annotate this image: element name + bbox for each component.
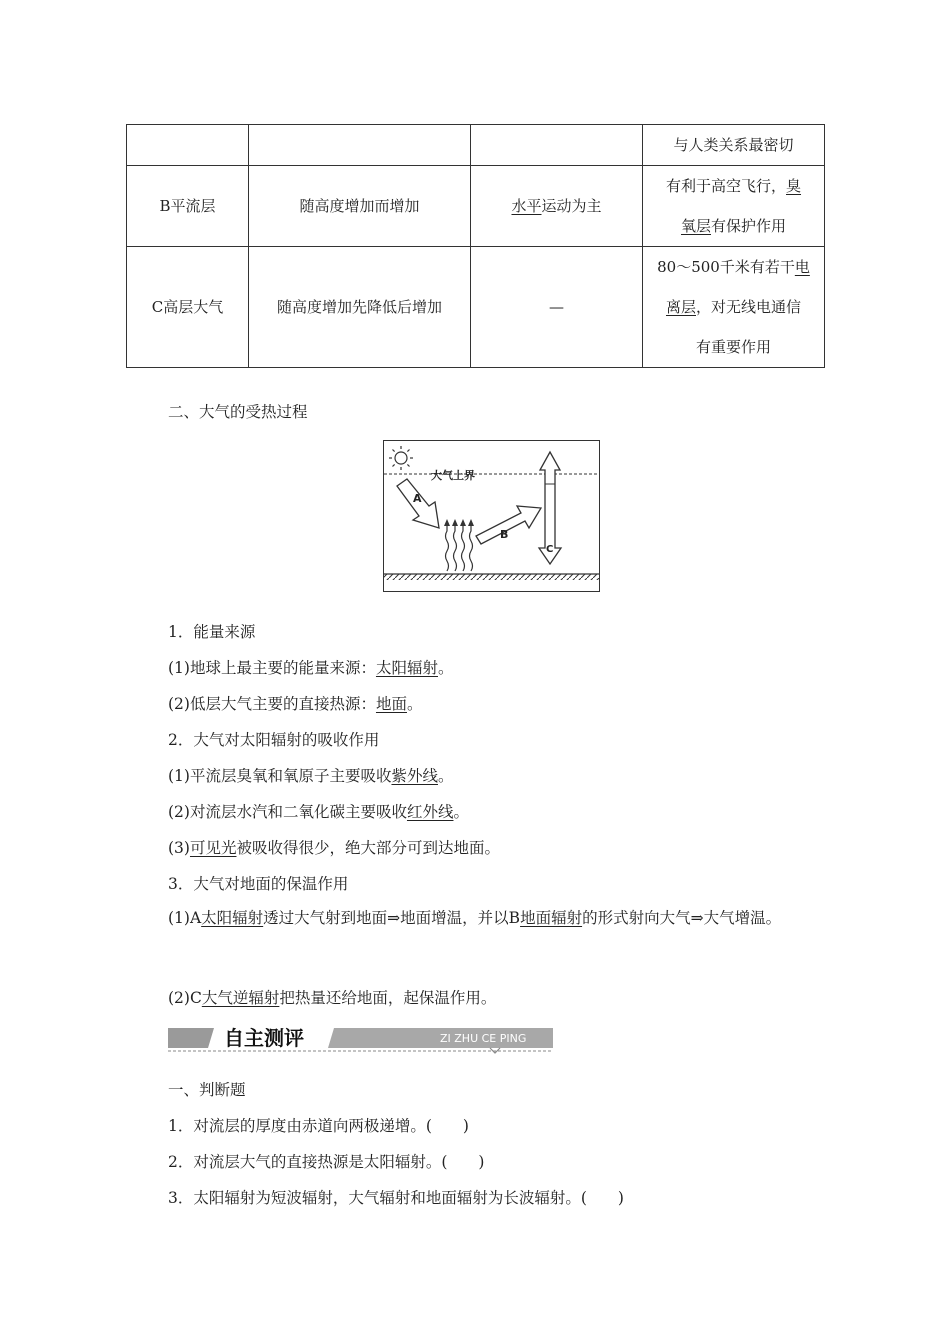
section-heading: 二、大气的受热过程 bbox=[168, 403, 308, 421]
layer-cell bbox=[127, 125, 249, 166]
layer-cell: B平流层 bbox=[127, 166, 249, 247]
table-row bbox=[127, 166, 825, 247]
ground-hatch bbox=[384, 574, 599, 580]
layer-cell: C高层大气 bbox=[127, 247, 249, 368]
label-c: C bbox=[546, 544, 554, 555]
heading-absorption: 2．大气对太阳辐射的吸收作用 bbox=[168, 731, 380, 749]
banner-pinyin: ZI ZHU CE PING bbox=[440, 1032, 527, 1045]
paragraph: (1)A太阳辐射透过大气射到地面⇒地面增温，并以B地面辐射的形式射向大气⇒大气增温。 bbox=[168, 909, 782, 927]
paragraph: (2)低层大气主要的直接热源：地面。 bbox=[168, 695, 423, 713]
motion-cell: 水平运动为主 bbox=[471, 166, 643, 247]
paragraph: (2)对流层水汽和二氧化碳主要吸收红外线。 bbox=[168, 803, 469, 821]
quiz-item: 1．对流层的厚度由赤道向两极递增。( ) bbox=[168, 1117, 469, 1135]
quiz-heading: 一、判断题 bbox=[168, 1081, 246, 1099]
temperature-cell: 随高度增加先降低后增加 bbox=[249, 247, 471, 368]
temperature-cell bbox=[249, 125, 471, 166]
temperature-cell: 随高度增加而增加 bbox=[249, 166, 471, 247]
relation-cell: 80～500千米有若干电 离层，对无线电通信 有重要作用 bbox=[643, 247, 825, 368]
motion-cell bbox=[471, 125, 643, 166]
paragraph: (1)平流层臭氧和氧原子主要吸收紫外线。 bbox=[168, 767, 454, 785]
quiz-item: 2．对流层大气的直接热源是太阳辐射。( ) bbox=[168, 1153, 485, 1171]
self-assessment-banner bbox=[168, 1020, 553, 1054]
paragraph: (2)C大气逆辐射把热量还给地面，起保温作用。 bbox=[168, 989, 497, 1007]
label-a: A bbox=[413, 492, 422, 505]
heading-insulation: 3．大气对地面的保温作用 bbox=[168, 875, 349, 893]
atmosphere-layers-table bbox=[126, 124, 825, 368]
table-row bbox=[127, 125, 825, 166]
diagram-frame bbox=[384, 441, 600, 592]
heating-process-diagram bbox=[383, 440, 600, 592]
paragraph: (1)地球上最主要的能量来源：太阳辐射。 bbox=[168, 659, 454, 677]
paragraph: (3)可见光被吸收得很少，绝大部分可到达地面。 bbox=[168, 839, 500, 857]
label-b: B bbox=[500, 528, 509, 541]
relation-cell: 与人类关系最密切 bbox=[643, 125, 825, 166]
relation-cell: 有利于高空飞行，臭 氧层有保护作用 bbox=[643, 166, 825, 247]
atmosphere-top-label: 大气上界 bbox=[431, 469, 475, 482]
table-row bbox=[127, 247, 825, 368]
motion-cell: — bbox=[471, 247, 643, 368]
banner-title: 自主测评 bbox=[224, 1026, 304, 1050]
quiz-item: 3．太阳辐射为短波辐射，大气辐射和地面辐射为长波辐射。( ) bbox=[168, 1189, 624, 1207]
heading-energy-source: 1．能量来源 bbox=[168, 623, 256, 641]
